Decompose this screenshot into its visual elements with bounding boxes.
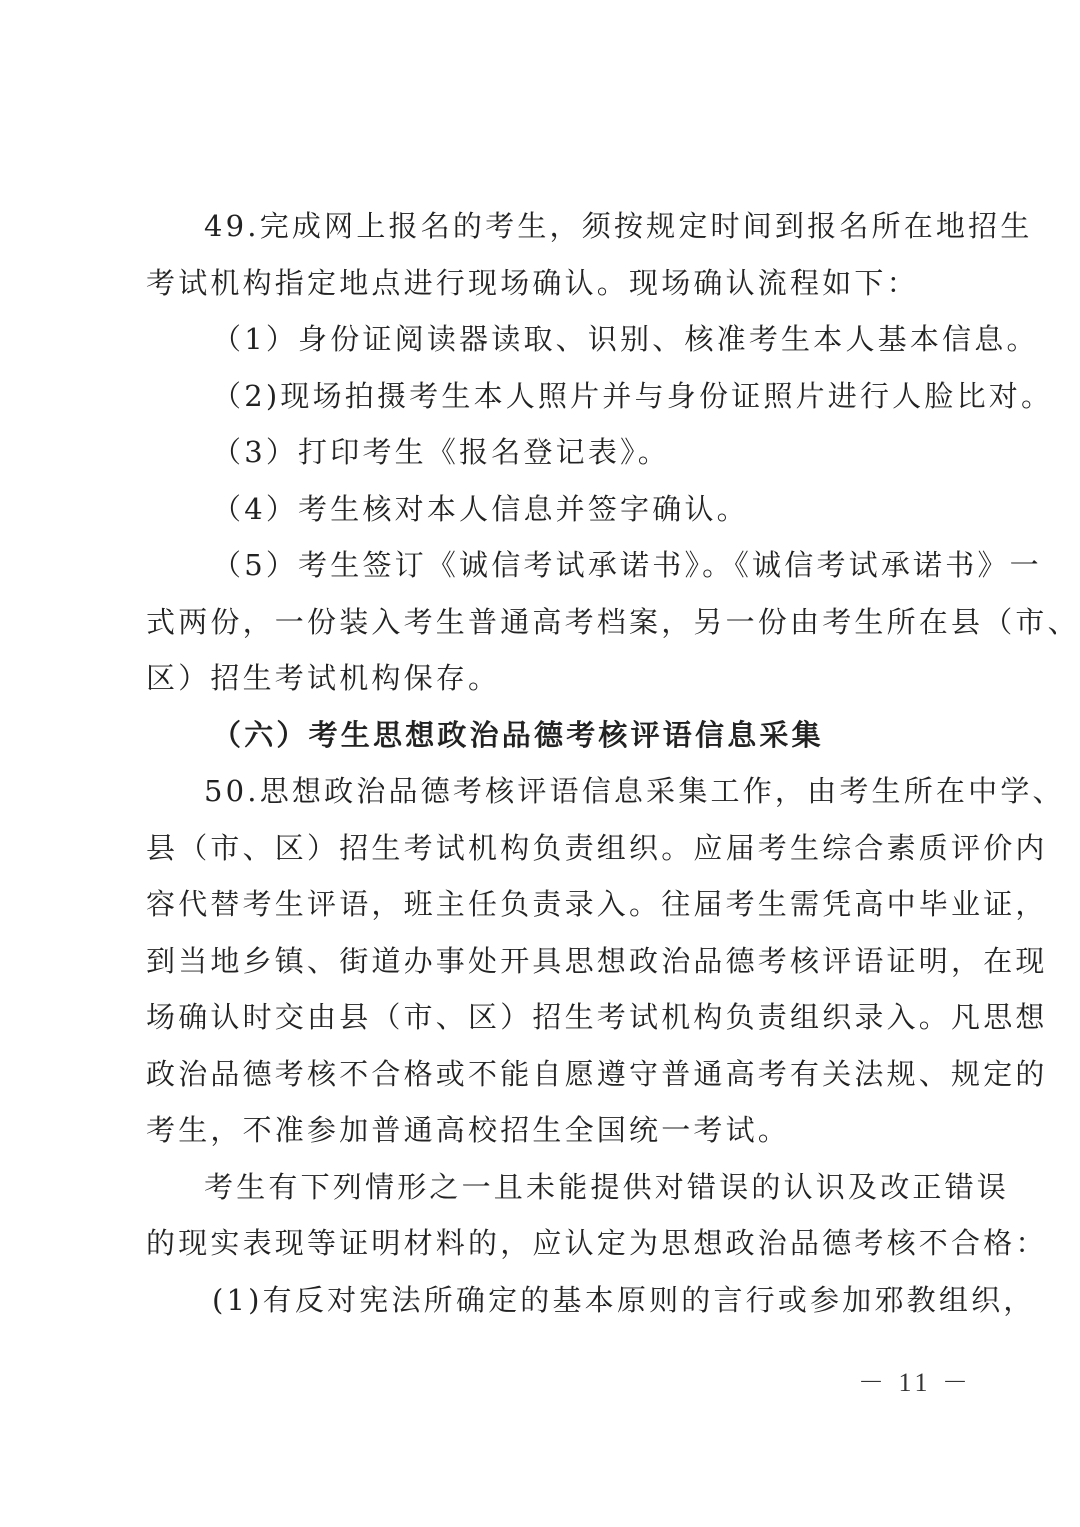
list-item-3: （3）打印考生《报名登记表》。 — [212, 435, 670, 469]
paragraph-50-line-1: 50.思想政治品德考核评语信息采集工作，由考生所在中学、 — [204, 774, 1065, 808]
section-heading: （六）考生思想政治品德考核评语信息采集 — [212, 717, 824, 752]
list-item-5-line-1: （5）考生签订《诚信考试承诺书》。《诚信考试承诺书》一 — [212, 548, 1042, 582]
document-body — [146, 198, 1080, 1328]
list-item-2: （2)现场拍摄考生本人照片并与身份证照片进行人脸比对。 — [212, 378, 1054, 413]
paragraph-49-line-2: 考试机构指定地点进行现场确认。现场确认流程如下： — [146, 265, 919, 300]
list-item-4: （4）考生核对本人信息并签字确认。 — [212, 491, 749, 526]
paragraph-conditions-line-2: 的现实表现等证明材料的，应认定为思想政治品德考核不合格： — [146, 1226, 1048, 1260]
condition-item-1: (1)有反对宪法所确定的基本原则的言行或参加邪教组织， — [212, 1282, 1036, 1317]
page-number: － 11 － — [858, 1368, 973, 1397]
paragraph-49-line-1: 49.完成网上报名的考生，须按规定时间到报名所在地招生 — [204, 209, 1033, 243]
paragraph-50-line-4: 到当地乡镇、街道办事处开具思想政治品德考核评语证明，在现 — [146, 943, 1048, 978]
paragraph-50-line-2: 县（市、区）招生考试机构负责组织。应届考生综合素质评价内 — [146, 830, 1048, 865]
paragraph-50-line-6: 政治品德考核不合格或不能自愿遵守普通高考有关法规、规定的 — [146, 1056, 1048, 1091]
list-item-1: （1）身份证阅读器读取、识别、核准考生本人基本信息。 — [212, 322, 1039, 356]
paragraph-50-line-5: 场确认时交由县（市、区）招生考试机构负责组织录入。凡思想 — [146, 1000, 1048, 1034]
paragraph-conditions-line-1: 考生有下列情形之一且未能提供对错误的认识及改正错误 — [204, 1169, 1010, 1204]
list-item-5-line-2: 式两份，一份装入考生普通高考档案，另一份由考生所在县（市、 — [146, 604, 1080, 639]
paragraph-50-line-7: 考生，不准参加普通高校招生全国统一考试。 — [146, 1113, 791, 1147]
list-item-5-line-3: 区）招生考试机构保存。 — [146, 661, 501, 695]
paragraph-50-line-3: 容代替考生评语，班主任负责录入。往届考生需凭高中毕业证， — [146, 887, 1048, 921]
